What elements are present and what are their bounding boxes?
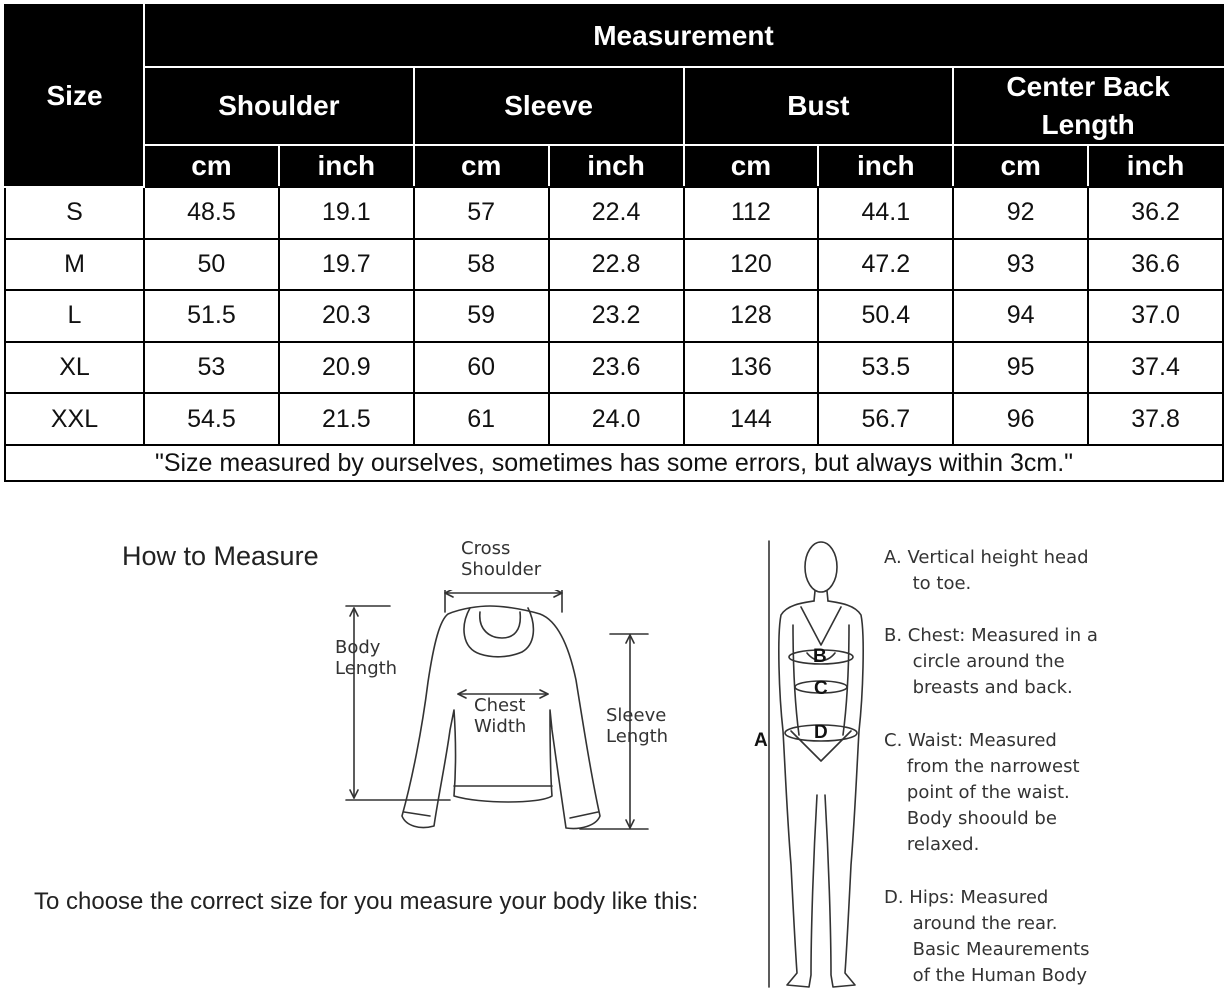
measurement-cell: 58 xyxy=(414,239,549,291)
body-mark-c: C xyxy=(814,678,828,699)
measurement-cell: 22.8 xyxy=(549,239,684,291)
shoulder-header: Shoulder xyxy=(144,67,414,145)
measurement-cell: 53 xyxy=(144,342,279,394)
size-row-xl xyxy=(5,342,1223,394)
measurement-cell: 96 xyxy=(953,393,1088,445)
measurement-cell: 144 xyxy=(684,393,819,445)
measurement-cell: 20.9 xyxy=(279,342,414,394)
measurement-cell: 37.8 xyxy=(1088,393,1223,445)
measurement-cell: 95 xyxy=(953,342,1088,394)
measurement-cell: 37.0 xyxy=(1088,290,1223,342)
size-row-s xyxy=(5,187,1223,239)
how-to-measure-title: How to Measure xyxy=(122,541,319,571)
measurement-cell: 37.4 xyxy=(1088,342,1223,394)
size-chart-table xyxy=(4,4,1224,482)
measurement-cell: 56.7 xyxy=(818,393,953,445)
measurement-cell: 136 xyxy=(684,342,819,394)
measurement-cell: 48.5 xyxy=(144,187,279,239)
measurement-cell: 19.7 xyxy=(279,239,414,291)
body-length-label: Body Length xyxy=(335,637,398,679)
center-back-length-header xyxy=(953,67,1223,145)
body-mark-d: D xyxy=(814,722,828,743)
measurement-cell: 50 xyxy=(144,239,279,291)
body-mark-b: B xyxy=(813,646,827,667)
measurement-cell: 23.6 xyxy=(549,342,684,394)
measurement-cell: 22.4 xyxy=(549,187,684,239)
measurement-cell: 20.3 xyxy=(279,290,414,342)
measurement-cell: 19.1 xyxy=(279,187,414,239)
measurement-cell: 61 xyxy=(414,393,549,445)
size-note: "Size measured by ourselves, sometimes has some errors, but always within 3cm." xyxy=(5,445,1223,481)
unit-header: cm xyxy=(953,145,1088,187)
unit-header: cm xyxy=(684,145,819,187)
sleeve-header: Sleeve xyxy=(414,67,684,145)
sleeve-length-label: Sleeve Length xyxy=(606,705,669,747)
measurement-cell: 120 xyxy=(684,239,819,291)
measurement-cell: 57 xyxy=(414,187,549,239)
measurement-cell: 47.2 xyxy=(818,239,953,291)
measurement-cell: 94 xyxy=(953,290,1088,342)
measurement-cell: 24.0 xyxy=(549,393,684,445)
unit-header: inch xyxy=(818,145,953,187)
measurement-cell: 92 xyxy=(953,187,1088,239)
measurement-cell: 36.6 xyxy=(1088,239,1223,291)
measurement-cell: 44.1 xyxy=(818,187,953,239)
size-cell: XL xyxy=(5,342,144,394)
measurement-cell: 23.2 xyxy=(549,290,684,342)
unit-header: inch xyxy=(279,145,414,187)
size-cell: S xyxy=(5,187,144,239)
measurement-cell: 93 xyxy=(953,239,1088,291)
instruction-d: D. Hips: Measured around the rear. Basic Meaurements of the Human Body xyxy=(884,887,1090,986)
measurement-cell: 21.5 xyxy=(279,393,414,445)
measurement-cell: 59 xyxy=(414,290,549,342)
size-row-m xyxy=(5,239,1223,291)
size-cell: M xyxy=(5,239,144,291)
unit-header: inch xyxy=(549,145,684,187)
unit-header: cm xyxy=(414,145,549,187)
size-row-l xyxy=(5,290,1223,342)
instruction-a: A. Vertical height head to toe. xyxy=(884,547,1089,594)
body-figure-diagram xyxy=(765,535,875,995)
body-mark-a: A xyxy=(754,730,768,751)
measurement-cell: 50.4 xyxy=(818,290,953,342)
bust-header: Bust xyxy=(684,67,954,145)
size-cell: L xyxy=(5,290,144,342)
measurement-cell: 36.2 xyxy=(1088,187,1223,239)
measurement-cell: 53.5 xyxy=(818,342,953,394)
cross-shoulder-label: Cross Shoulder xyxy=(461,538,542,580)
instruction-c: C. Waist: Measured from the narrowest point of the waist. Body shoould be relaxed. xyxy=(884,730,1080,855)
measurement-cell: 128 xyxy=(684,290,819,342)
measurement-cell: 51.5 xyxy=(144,290,279,342)
chest-width-label: Chest Width xyxy=(474,695,527,737)
center-back-length-label: Center Back Length xyxy=(1006,71,1170,140)
measurement-header: Measurement xyxy=(144,5,1223,67)
unit-header: inch xyxy=(1088,145,1223,187)
size-row-xxl xyxy=(5,393,1223,445)
size-cell: XXL xyxy=(5,393,144,445)
choose-size-instruction: To choose the correct size for you measure your body like this: xyxy=(34,888,699,915)
measurement-cell: 54.5 xyxy=(144,393,279,445)
instruction-b: B. Chest: Measured in a circle around the breasts and back. xyxy=(884,625,1098,698)
unit-header: cm xyxy=(144,145,279,187)
measurement-cell: 112 xyxy=(684,187,819,239)
measurement-cell: 60 xyxy=(414,342,549,394)
size-header: Size xyxy=(5,5,144,187)
